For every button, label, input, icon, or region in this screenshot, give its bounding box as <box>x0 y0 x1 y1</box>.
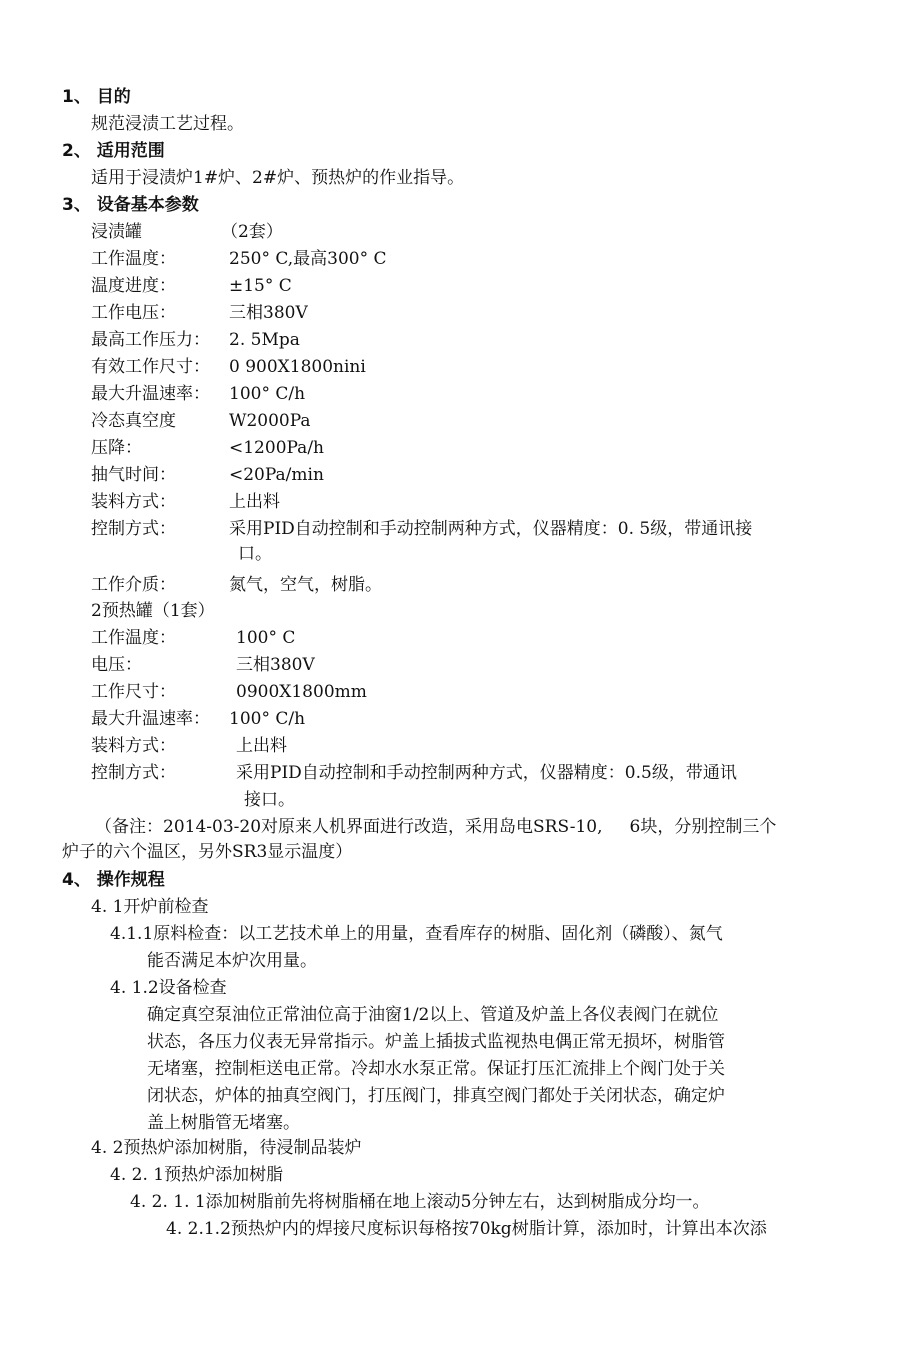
item-4-2-1-1: 4. 2. 1. 1添加树脂前先将树脂桶在地上滚动5分钟左右，达到树脂成分均一。 <box>130 1192 710 1212</box>
param-key: 压降： <box>91 438 142 458</box>
tank1-count: （2套） <box>221 222 283 242</box>
tank1-title: 浸渍罐 <box>91 222 142 242</box>
param-key: 工作介质： <box>91 575 176 595</box>
param-key: 工作电压： <box>91 303 176 323</box>
param-key: 抽气时间： <box>91 465 176 485</box>
subsection-4-2: 4. 2预热炉添加树脂，待浸制品装炉 <box>91 1138 362 1158</box>
section-3-heading: 3、 设备基本参数 <box>62 195 199 215</box>
param-key: 工作温度： <box>91 249 176 269</box>
param-value: 100° C <box>236 628 296 648</box>
param-value: 采用PID自动控制和手动控制两种方式，仪器精度：0.5级，带通讯 <box>236 763 737 783</box>
param-value: 0900X1800mm <box>236 682 367 702</box>
param-value: 100° C/h <box>229 384 306 404</box>
param-value: 采用PID自动控制和手动控制两种方式，仪器精度：0. 5级，带通讯接 <box>229 519 753 539</box>
param-value: W2000Pa <box>229 411 311 431</box>
section-1-body: 规范浸渍工艺过程。 <box>91 114 244 134</box>
paragraph-line: 状态，各压力仪表无异常指示。炉盖上插拔式监视热电偶正常无损坏，树脂管 <box>147 1032 725 1052</box>
subsection-4-1: 4. 1开炉前检查 <box>91 897 209 917</box>
param-key: 工作温度： <box>91 628 176 648</box>
paragraph-line: 闭状态，炉体的抽真空阀门，打压阀门，排真空阀门都处于关闭状态，确定炉 <box>147 1086 725 1106</box>
param-key: 有效工作尺寸： <box>91 357 210 377</box>
param-key: 最高工作压力： <box>91 330 210 350</box>
param-value: ±15° C <box>229 276 292 296</box>
param-key: 电压： <box>91 655 142 675</box>
param-value: 0 900X1800nini <box>229 357 366 377</box>
item-4-2-1: 4. 2. 1预热炉添加树脂 <box>110 1165 284 1185</box>
param-value-continued: 接口。 <box>244 790 295 810</box>
param-key: 最大升温速率： <box>91 384 210 404</box>
param-value: 250° C,最高300° C <box>229 249 387 269</box>
param-value: 三相380V <box>229 303 308 323</box>
param-value: 氮气，空气，树脂。 <box>229 575 382 595</box>
item-4-2-1-2: 4. 2.1.2预热炉内的焊接尺度标识每格按70kg树脂计算，添加时，计算出本次添 <box>166 1219 767 1239</box>
note-line-1: （备注：2014-03-20对原来人机界面进行改造，采用岛电SRS-10, 6块，分别控制三个 <box>95 817 777 837</box>
param-key: 装料方式： <box>91 492 176 512</box>
tank2-title: 2预热罐（1套） <box>91 601 215 621</box>
note-line-2: 炉子的六个温区，另外SR3显示温度） <box>62 842 353 862</box>
section-2-body: 适用于浸渍炉1#炉、2#炉、预热炉的作业指导。 <box>91 168 465 188</box>
param-value: 2. 5Mpa <box>229 330 300 350</box>
section-1-heading: 1、 目的 <box>62 87 131 107</box>
param-key: 控制方式： <box>91 519 176 539</box>
param-key: 工作尺寸： <box>91 682 176 702</box>
param-value: 三相380V <box>236 655 315 675</box>
param-value-continued: 口。 <box>238 544 272 564</box>
param-value: 上出料 <box>229 492 280 512</box>
param-value: <20Pa/min <box>229 465 324 485</box>
param-value: 上出料 <box>236 736 287 756</box>
item-4-1-1-cont: 能否满足本炉次用量。 <box>147 951 317 971</box>
paragraph-line: 盖上树脂管无堵塞。 <box>147 1113 300 1133</box>
param-key: 装料方式： <box>91 736 176 756</box>
param-key: 控制方式： <box>91 763 176 783</box>
param-key: 最大升温速率： <box>91 709 210 729</box>
param-key: 冷态真空度 <box>91 411 176 431</box>
item-4-1-1: 4.1.1原料检查：以工艺技术单上的用量，查看库存的树脂、固化剂（磷酸）、氮气 <box>110 924 723 944</box>
param-key: 温度进度： <box>91 276 176 296</box>
item-4-1-2: 4. 1.2设备检查 <box>110 978 227 998</box>
param-value: 100° C/h <box>229 709 306 729</box>
section-4-heading: 4、 操作规程 <box>62 870 165 890</box>
param-value: <1200Pa/h <box>229 438 324 458</box>
paragraph-line: 确定真空泵油位正常油位高于油窗1/2以上、管道及炉盖上各仪表阀门在就位 <box>147 1005 719 1025</box>
section-2-heading: 2、 适用范围 <box>62 141 165 161</box>
paragraph-line: 无堵塞，控制柜送电正常。冷却水水泵正常。保证打压汇流排上个阀门处于关 <box>147 1059 725 1079</box>
